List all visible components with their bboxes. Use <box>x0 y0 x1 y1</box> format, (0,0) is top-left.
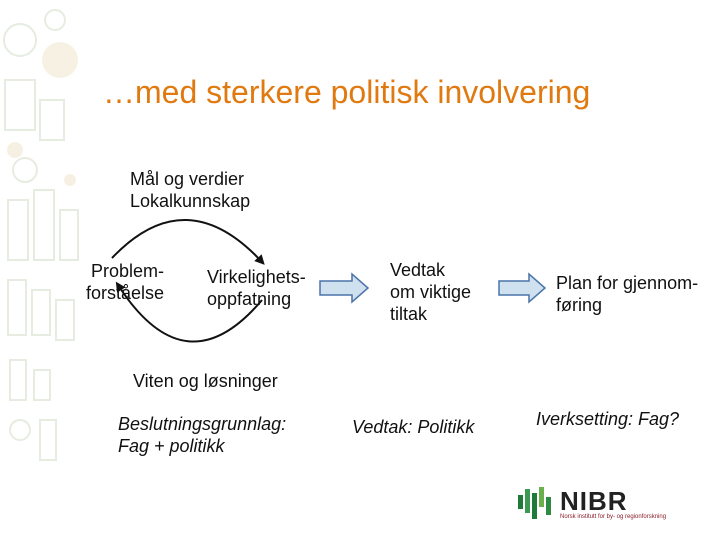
right-node <box>207 266 306 310</box>
vedtak-node <box>390 259 471 325</box>
caption-decision-basis <box>118 413 286 457</box>
plan-node-line1: Plan for gjennom- <box>556 273 699 293</box>
left-node-line1: Problem- <box>91 261 165 281</box>
plan-node <box>556 272 698 316</box>
vedtak-node-line1: Vedtak <box>390 260 446 280</box>
logo-subtitle: Norsk institutt for by- og regionforskning <box>560 514 667 520</box>
block-arrow-1 <box>320 274 368 302</box>
nibr-logo-mark <box>518 487 551 519</box>
top-label <box>130 168 250 212</box>
caption-decision-basis-line2: Fag + politikk <box>118 436 225 456</box>
caption-implementation: Iverksetting: Fag? <box>536 409 680 429</box>
left-node-line2: forståelse <box>86 283 165 303</box>
bottom-label: Viten og løsninger <box>133 371 278 391</box>
top-label-line2: Lokalkunnskap <box>130 191 251 211</box>
vedtak-node-line3: tiltak <box>390 304 428 324</box>
plan-node-line2: føring <box>556 295 603 315</box>
right-node-line1: Virkelighets- <box>207 267 306 287</box>
block-arrow-2 <box>499 274 545 302</box>
right-node-line2: oppfatning <box>207 289 292 309</box>
caption-decision-basis-line1: Beslutningsgrunnlag: <box>118 414 287 434</box>
logo-name: NIBR <box>560 486 628 516</box>
cycle-arc-top <box>112 220 262 262</box>
caption-decision-politics: Vedtak: Politikk <box>352 417 475 437</box>
vedtak-node-line2: om viktige <box>390 282 472 302</box>
left-node <box>86 260 164 304</box>
top-label-line1: Mål og verdier <box>130 169 245 189</box>
slide-title: …med sterkere politisk involvering <box>103 74 591 110</box>
